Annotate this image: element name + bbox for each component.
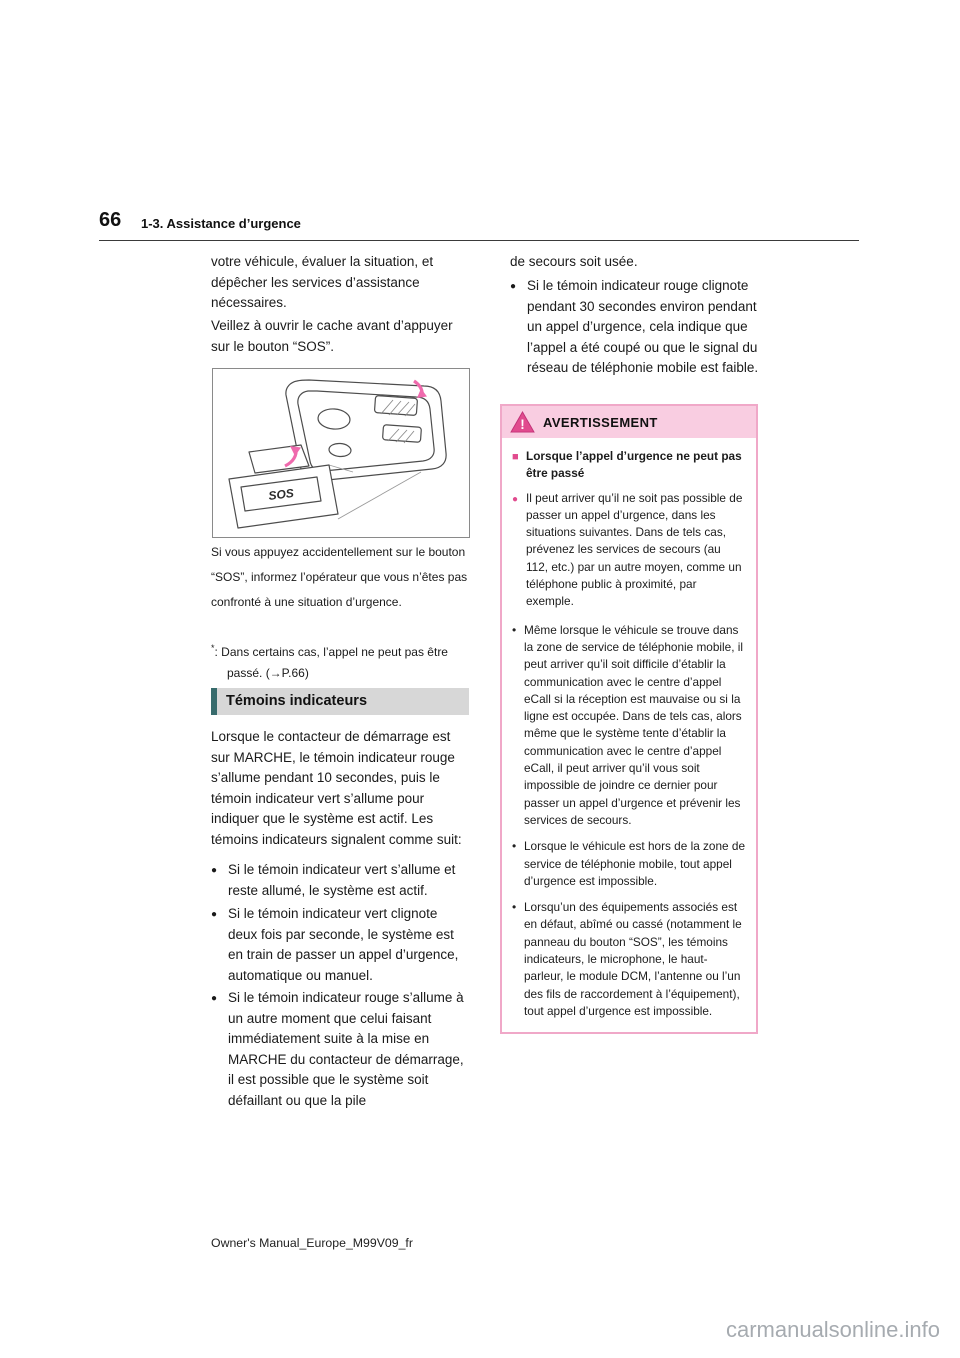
footnote-marker: * [211,643,215,653]
warning-sub-text: Lorsqu’un des équipements associés est en défaut, abîmé ou cassé (notamment le panneau du bouton “SOS”, les témoins indicateurs, le microphone, le haut-parleur, le module DCM, l’antenne ou l’un des fils de raccordement à l’équipement), tout appel d’urgence est impossible. [524,900,742,1018]
warning-sub-bullet [512,838,746,890]
warning-sub-text: Lorsque le véhicule est hors de la zone de service de téléphonie mobile, tout appel d’urgence est impossible. [524,839,746,888]
warning-sub-bullet [512,622,746,830]
warning-subheading [512,448,746,483]
bullet-text: Si le témoin indicateur rouge s’allume à un autre moment que celui faisant immédiatement suite à la mise en MARCHE du contacteur de démarrage, il est possible que le système soit défaillant ou que la pile [228,990,464,1108]
para-battery-continued: de secours soit usée. [510,254,638,269]
page-number: 66 [99,209,122,231]
warning-body [502,438,756,1032]
warning-main-bullet [512,490,746,611]
pink-arrow-console-icon [414,381,427,398]
warning-header [502,406,756,438]
footer-document-id: Owner's Manual_Europe_M99V09_fr [211,1236,413,1250]
sub-bullet-icon: • [512,839,517,854]
para-open-cover: Veillez à ouvrir le cache avant d’appuyer sur le bouton “SOS”. [211,318,453,354]
figure-caption: Si vous appuyez accidentellement sur le bouton “SOS”, informez l’opérateur que vous n’êtes pas confronté à une situation d’urgence. [211,545,468,609]
warning-box [500,404,758,1034]
bullet-text: Si le témoin indicateur vert clignote deux fois par seconde, le système est en train de passer un appel d’urgence, automatique ou manuel. [228,906,459,983]
warning-bullet-icon: ● [512,493,519,505]
bullet-text: Si le témoin indicateur rouge clignote pendant 30 secondes environ pendant un appel d’urgence, cela indique que l’appel a été coupé ou que le signal du réseau de téléphonie mobile est faible. [527,278,759,375]
switch-hatching [381,400,415,443]
bullet-green-blinking [211,904,465,986]
heading-label: Témoins indicateurs [226,693,368,709]
bullet-text: Si le témoin indicateur vert s’allume et reste allumé, le système est actif. [228,862,456,898]
console-illustration [213,369,469,537]
callout-leader-lines [329,465,421,519]
sos-button-label: SOS [267,485,295,503]
sub-bullet-icon: • [512,900,517,915]
svg-text:!: ! [520,417,525,433]
bullet-green-steady [211,860,465,901]
para-temoins-intro: Lorsque le contacteur de démarrage est sur MARCHE, le témoin indicateur rouge s’allume pendant 10 secondes, puis le témoin indicateur vert s’allume pour indiquer que le système est actif. Les témoins indicateurs signalent comme suit: [211,729,462,847]
header-rule [99,240,859,241]
bullet-icon: ● [211,909,218,920]
figure-sos-console [212,368,470,538]
para-assistance-continued: votre véhicule, évaluer la situation, et dépêcher les services d’assistance nécessaires. [211,254,434,310]
warning-main-text: Il peut arriver qu’il ne soit pas possible de passer un appel d’urgence, dans les situations suivantes. Dans de tels cas, prévenez les services de secours (au 112, etc.) par un autre moyen, comme un téléphone public à proximité, par exemple. [526,490,743,609]
heading-temoins-indicateurs [211,688,469,715]
warning-triangle-icon [510,411,535,433]
warning-sub-text: Même lorsque le véhicule se trouve dans la zone de service de téléphonie mobile, il peut arriver qu’il soit difficile d’établir la communication avec le centre d’appel eCall si la réception est mauvaise ou si la ligne est occupée. Dans de tels cas, alors même que le système tente d’établir la communication avec le centre d’appel eCall, il peut arriver qu’il vous soit impossible de joindre ce dernier pour passer un appel d’urgence et prévenir les services de secours. [524,622,744,827]
warning-title: AVERTISSEMENT [543,414,658,430]
section-header: 1-3. Assistance d’urgence [141,216,301,231]
warning-square-icon: ■ [512,451,519,463]
warning-sub-bullet [512,899,746,1020]
bullet-red-other-time [211,988,465,1111]
footnote-text: : Dans certains cas, l’appel ne peut pas être passé. (→P.66) [214,645,448,680]
bullet-red-blinking-30s [510,276,762,379]
warning-subheading-text: Lorsque l’appel d’urgence ne peut pas être passé [526,449,742,481]
bullet-icon: ● [510,281,517,292]
footnote [211,638,463,684]
sub-bullet-icon: • [512,622,517,637]
watermark: carmanualsonline.info [725,1317,940,1342]
bullet-icon: ● [211,865,218,876]
bullet-icon: ● [211,993,218,1004]
